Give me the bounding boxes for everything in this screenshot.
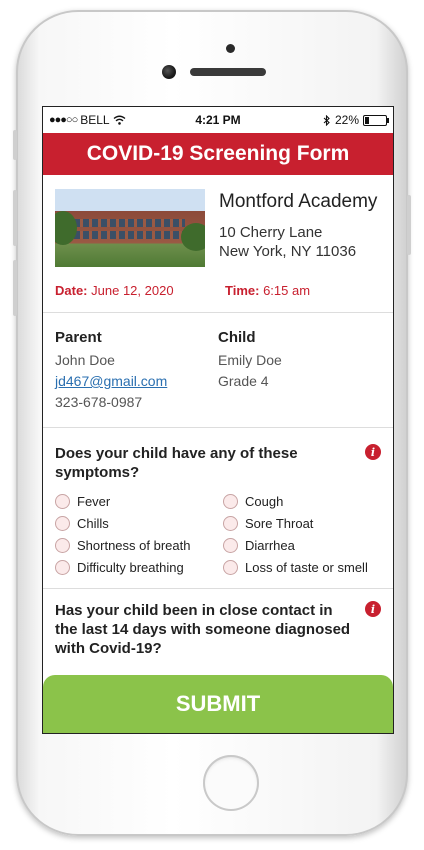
question-symptoms: [55, 444, 381, 576]
time-value: 6:15 am: [263, 283, 311, 298]
divider: [43, 312, 393, 313]
home-button[interactable]: [203, 755, 259, 811]
school-photo: [55, 189, 205, 267]
parent-phone: 323-678-0987: [55, 394, 143, 410]
child-info: [218, 327, 381, 413]
radio-button[interactable]: [223, 494, 238, 509]
question-contact-text: Has your child been in close contact in the last 14 days with someone diagnosed with Covid-19?: [55, 602, 351, 657]
symptom-option-difficulty-breathing[interactable]: [55, 558, 223, 576]
parent-info: [55, 327, 218, 413]
question-symptoms-text: Does your child have any of these symptoms?: [55, 445, 298, 481]
battery-percent: 22%: [334, 113, 359, 127]
time-label: Time:: [225, 283, 260, 298]
signal-icon: ●●●○○: [49, 114, 78, 126]
info-icon[interactable]: i: [365, 601, 381, 617]
symptom-label: Loss of taste or smell: [245, 559, 368, 575]
parent-email-link[interactable]: jd467@gmail.com: [55, 373, 168, 389]
parent-heading: Parent: [55, 329, 102, 346]
symptom-options: [55, 492, 381, 576]
date-label: Date:: [55, 283, 88, 298]
info-icon[interactable]: i: [365, 444, 381, 460]
status-time: 4:21 PM: [195, 113, 241, 127]
symptom-option-sore-throat[interactable]: [223, 514, 381, 532]
radio-button[interactable]: [223, 560, 238, 575]
symptom-option-diarrhea[interactable]: [223, 536, 381, 554]
symptom-option-loss-of-taste[interactable]: [223, 558, 381, 576]
form-title: COVID-19 Screening Form: [43, 133, 393, 175]
front-camera: [162, 65, 176, 79]
submit-button[interactable]: SUBMIT: [43, 675, 393, 733]
symptom-label: Cough: [245, 493, 284, 509]
symptom-label: Sore Throat: [245, 515, 314, 531]
radio-button[interactable]: [55, 516, 70, 531]
symptom-label: Difficulty breathing: [77, 559, 184, 575]
bluetooth-icon: [323, 115, 331, 126]
radio-button[interactable]: [55, 494, 70, 509]
symptom-label: Fever: [77, 493, 111, 509]
symptom-option-fever[interactable]: [55, 492, 223, 510]
child-grade: Grade 4: [218, 373, 269, 389]
earpiece-speaker: [190, 68, 266, 76]
date-value: June 12, 2020: [91, 283, 174, 298]
mute-switch: [13, 130, 17, 160]
parent-name: John Doe: [55, 352, 115, 368]
radio-button[interactable]: [223, 538, 238, 553]
symptom-option-shortness-of-breath[interactable]: [55, 536, 223, 554]
wifi-icon: [113, 115, 126, 125]
radio-button[interactable]: [223, 516, 238, 531]
carrier-label: BELL: [80, 113, 110, 127]
volume-up-button: [13, 190, 17, 246]
radio-button[interactable]: [55, 538, 70, 553]
form-content[interactable]: [43, 175, 393, 658]
school-address-line2: New York, NY 11036: [219, 243, 357, 260]
symptom-option-cough[interactable]: [223, 492, 381, 510]
proximity-sensor: [226, 44, 235, 53]
symptom-label: Diarrhea: [245, 537, 295, 553]
school-name: Montford Academy: [219, 191, 378, 212]
school-address-line1: 10 Cherry Lane: [219, 224, 323, 241]
status-bar: [43, 107, 393, 133]
school-info: [55, 175, 381, 267]
divider: [43, 588, 393, 589]
battery-icon: [363, 115, 387, 126]
child-heading: Child: [218, 329, 256, 346]
date-time-row: [55, 283, 381, 298]
symptom-label: Chills: [77, 515, 109, 531]
power-button: [407, 195, 411, 255]
child-name: Emily Doe: [218, 352, 282, 368]
radio-button[interactable]: [55, 560, 70, 575]
volume-down-button: [13, 260, 17, 316]
phone-screen: [42, 106, 394, 734]
symptom-label: Shortness of breath: [77, 537, 191, 553]
contact-info: [55, 327, 381, 413]
question-contact: [55, 601, 381, 658]
symptom-option-chills[interactable]: [55, 514, 223, 532]
divider: [43, 427, 393, 428]
